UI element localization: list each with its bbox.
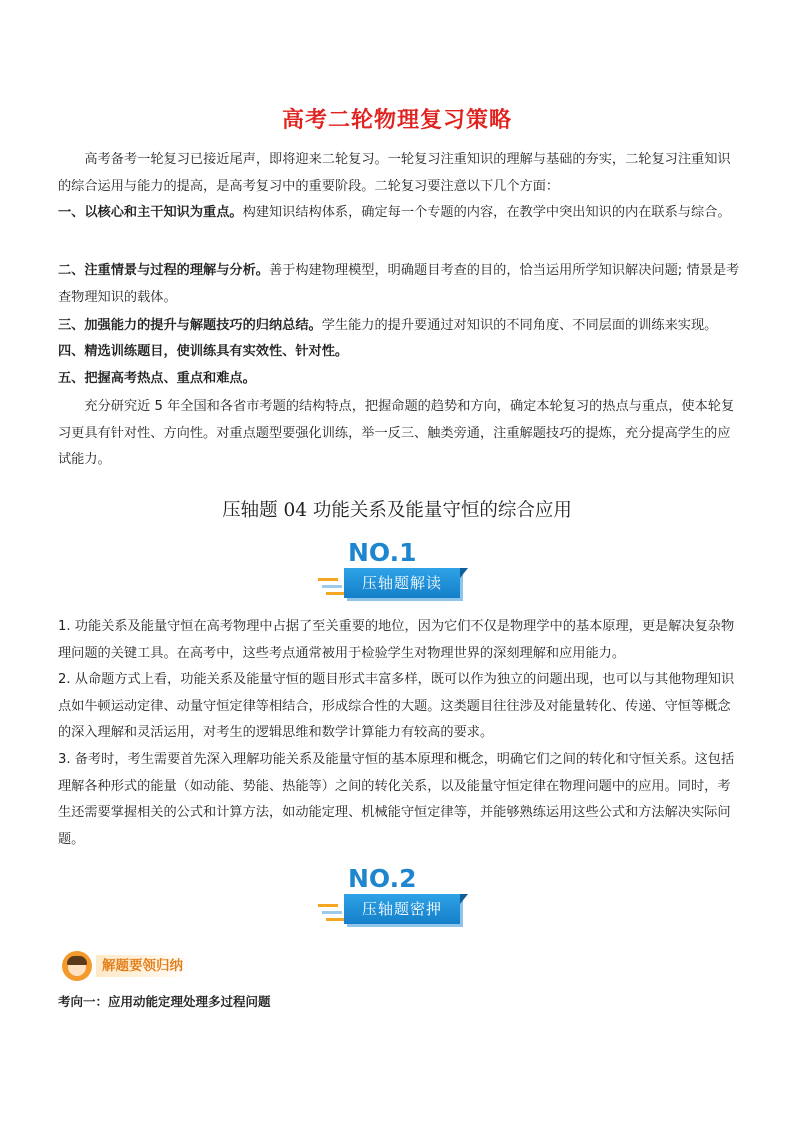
badge-no1-bar — [344, 568, 460, 598]
reading-item-2: 2. 从命题方式上看，功能关系及能量守恒的题目形式丰富多样，既可以作为独立的问题出现，也可以与其他物理知识点如牛顿运动定律、动量守恒定律等相结合，形成综合性的大题。这类题目往往涉及对能量转化、传递、守恒等概念的深入理解和灵活运用，对考生的逻辑思维和数学计算能力有较高的要求。 — [58, 672, 735, 740]
badge-no2 — [318, 864, 478, 932]
tip-heading-label: 解题要领归纳 — [96, 955, 189, 977]
student-avatar-icon — [62, 951, 92, 981]
point-2 — [58, 258, 742, 311]
point-1 — [58, 200, 742, 227]
point-4-heading: 四、精选训练题目，使训练具有实效性、针对性。 — [58, 344, 349, 359]
badge-no2-number: NO.2 — [348, 864, 417, 893]
point-5 — [58, 366, 742, 393]
badge-stripes-icon — [318, 900, 344, 924]
point-3-text: 学生能力的提升要通过对知识的不同角度、不同层面的训练来实现。 — [321, 318, 718, 333]
badge-stripes-icon — [318, 574, 344, 598]
point-4 — [58, 339, 742, 366]
reading-item-1: 1. 功能关系及能量守恒在高考物理中占据了至关重要的地位，因为它们不仅是物理学中的基本原理，更是解决复杂物理问题的关键工具。在高考中，这些考点通常被用于检验学生对物理世界的深刻理解和应用能力。 — [58, 619, 735, 661]
badge-fold-icon — [460, 568, 468, 578]
point-5-heading: 五、把握高考热点、重点和难点。 — [58, 371, 256, 386]
section-subtitle: 压轴题 04 功能关系及能量守恒的综合应用 — [222, 500, 572, 521]
badge-no2-bar — [344, 894, 460, 924]
point-1-text: 构建知识结构体系，确定每一个专题的内容，在教学中突出知识的内在联系与综合。 — [242, 205, 731, 220]
badge-no1-number: NO.1 — [348, 538, 417, 567]
tip-heading — [62, 949, 222, 983]
intro-paragraph: 高考备考一轮复习已接近尾声，即将迎来二轮复习。一轮复习注重知识的理解与基础的夯实，二轮复习注重知识的综合运用与能力的提高，是高考复习中的重要阶段。二轮复习要注意以下几个方面： — [58, 152, 731, 194]
reading-item-3: 3. 备考时，考生需要首先深入理解功能关系及能量守恒的基本原理和概念，明确它们之间的转化和守恒关系。这包括理解各种形式的能量（如动能、势能、热能等）之间的转化关系，以及能量守恒定律在物理问题中的应用。同时，考生还需要掌握相关的公式和计算方法，如动能定理、机械能守恒定律等，并能够熟练运用这些公式和方法解决实际问题。 — [58, 752, 735, 847]
point-2-heading: 二、注重情景与过程的理解与分析。 — [58, 263, 269, 278]
badge-no2-label: 压轴题密押 — [361, 900, 442, 918]
badge-no1-label: 压轴题解读 — [361, 574, 442, 592]
badge-fold-icon — [460, 894, 468, 904]
point-2-text: 善于构建物理模型，明确题目考查的目的，恰当运用所学知识解决问题; 情景是考查物理知识的载体。 — [58, 263, 740, 305]
point-3 — [58, 313, 742, 340]
strategy-paragraph: 充分研究近 5 年全国和各省市考题的结构特点，把握命题的趋势和方向，确定本轮复习的热点与重点，使本轮复习更具有针对性、方向性。对重点题型要强化训练，举一反三、触类旁通，注重解题技巧的提炼，充分提高学生的应试能力。 — [58, 399, 735, 467]
page-title: 高考二轮物理复习策略 — [281, 108, 512, 133]
point-3-heading: 三、加强能力的提升与解题技巧的归纳总结。 — [58, 318, 322, 333]
badge-no1 — [318, 538, 478, 606]
point-1-heading: 一、以核心和主干知识为重点。 — [58, 205, 243, 220]
kaoxiang-heading: 考向一：应用动能定理处理多过程问题 — [58, 994, 271, 1009]
